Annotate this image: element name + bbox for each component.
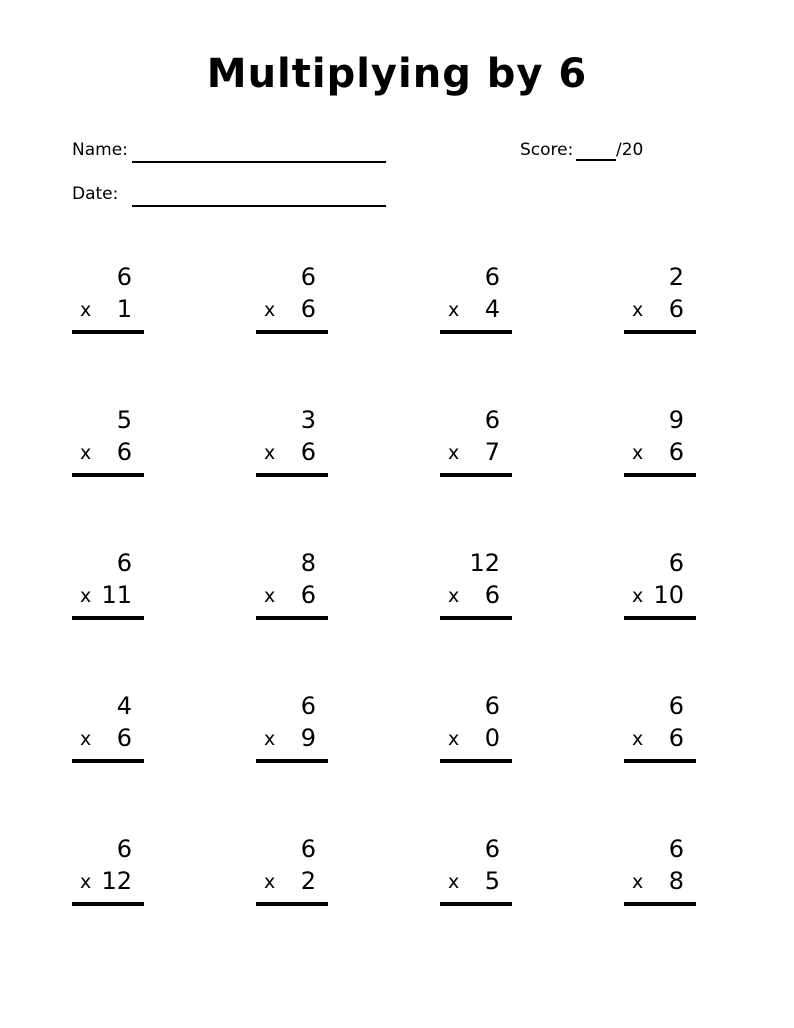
problem-8 xyxy=(622,405,694,477)
multiplicand: 2 xyxy=(668,263,684,291)
multiplier-row xyxy=(254,294,316,324)
multiplier: 6 xyxy=(668,724,684,752)
multiply-sign: x xyxy=(632,585,644,607)
multiply-sign: x xyxy=(448,585,460,607)
multiplicand: 3 xyxy=(300,406,316,434)
multiplier: 6 xyxy=(300,295,316,323)
score-field[interactable] xyxy=(576,159,616,161)
answer-line[interactable] xyxy=(72,330,144,334)
multiplier-row xyxy=(438,580,500,610)
answer-line[interactable] xyxy=(256,616,328,620)
multiplier-row xyxy=(70,866,132,896)
multiplier: 6 xyxy=(116,438,132,466)
multiply-sign: x xyxy=(448,442,460,464)
multiplier: 12 xyxy=(101,867,132,895)
multiply-sign: x xyxy=(80,299,92,321)
date-label: Date: xyxy=(72,184,119,204)
multiplier-row xyxy=(622,294,684,324)
problem-grid xyxy=(70,262,730,906)
multiplicand: 6 xyxy=(300,263,316,291)
multiplier: 6 xyxy=(300,438,316,466)
multiply-sign: x xyxy=(264,728,276,750)
multiplicand: 8 xyxy=(300,549,316,577)
multiplicand: 6 xyxy=(116,263,132,291)
multiplier-row xyxy=(254,437,316,467)
multiply-sign: x xyxy=(80,442,92,464)
multiplicand: 6 xyxy=(668,549,684,577)
multiplier: 6 xyxy=(668,438,684,466)
multiplier-row xyxy=(622,723,684,753)
multiply-sign: x xyxy=(632,728,644,750)
answer-line[interactable] xyxy=(624,616,696,620)
problem-18 xyxy=(254,834,326,906)
multiplier-row xyxy=(438,723,500,753)
score-total: /20 xyxy=(616,140,644,160)
answer-line[interactable] xyxy=(256,330,328,334)
multiplicand: 6 xyxy=(300,835,316,863)
multiply-sign: x xyxy=(80,728,92,750)
multiplicand: 12 xyxy=(469,549,500,577)
multiplier-row xyxy=(622,580,684,610)
answer-line[interactable] xyxy=(624,759,696,763)
multiplier-row xyxy=(622,866,684,896)
multiplier-row xyxy=(254,580,316,610)
multiply-sign: x xyxy=(632,299,644,321)
multiplier: 9 xyxy=(300,724,316,752)
problem-14 xyxy=(254,691,326,763)
multiplier-row xyxy=(254,866,316,896)
multiplicand: 6 xyxy=(668,835,684,863)
answer-line[interactable] xyxy=(440,616,512,620)
multiply-sign: x xyxy=(448,871,460,893)
multiplier: 8 xyxy=(668,867,684,895)
multiplier-row xyxy=(70,580,132,610)
multiplier: 4 xyxy=(484,295,500,323)
problem-13 xyxy=(70,691,142,763)
problem-17 xyxy=(70,834,142,906)
multiplier: 10 xyxy=(653,581,684,609)
problem-2 xyxy=(254,262,326,334)
answer-line[interactable] xyxy=(440,902,512,906)
answer-line[interactable] xyxy=(440,759,512,763)
multiplicand: 6 xyxy=(116,835,132,863)
multiplier-row xyxy=(70,723,132,753)
multiplicand: 6 xyxy=(484,406,500,434)
problem-9 xyxy=(70,548,142,620)
multiplicand: 6 xyxy=(116,549,132,577)
problem-11 xyxy=(438,548,510,620)
multiplier-row xyxy=(622,437,684,467)
multiplicand: 6 xyxy=(484,263,500,291)
problem-4 xyxy=(622,262,694,334)
multiplier: 6 xyxy=(116,724,132,752)
multiplier: 7 xyxy=(484,438,500,466)
problem-7 xyxy=(438,405,510,477)
multiplicand: 6 xyxy=(484,692,500,720)
multiply-sign: x xyxy=(80,871,92,893)
answer-line[interactable] xyxy=(72,616,144,620)
multiply-sign: x xyxy=(632,871,644,893)
multiplier-row xyxy=(70,294,132,324)
multiplicand: 6 xyxy=(668,692,684,720)
multiply-sign: x xyxy=(448,299,460,321)
multiplier-row xyxy=(70,437,132,467)
multiplier: 1 xyxy=(116,295,132,323)
multiplicand: 6 xyxy=(484,835,500,863)
multiplier: 6 xyxy=(668,295,684,323)
multiplier: 0 xyxy=(484,724,500,752)
problem-12 xyxy=(622,548,694,620)
problem-15 xyxy=(438,691,510,763)
problem-3 xyxy=(438,262,510,334)
problem-6 xyxy=(254,405,326,477)
name-field[interactable] xyxy=(132,161,386,163)
multiplier: 11 xyxy=(101,581,132,609)
problem-20 xyxy=(622,834,694,906)
multiplier: 6 xyxy=(300,581,316,609)
problem-16 xyxy=(622,691,694,763)
multiply-sign: x xyxy=(264,585,276,607)
multiplicand: 6 xyxy=(300,692,316,720)
multiplier-row xyxy=(438,294,500,324)
problem-5 xyxy=(70,405,142,477)
multiply-sign: x xyxy=(264,871,276,893)
date-field[interactable] xyxy=(132,205,386,207)
answer-line[interactable] xyxy=(72,759,144,763)
problem-1 xyxy=(70,262,142,334)
answer-line[interactable] xyxy=(624,473,696,477)
answer-line[interactable] xyxy=(72,473,144,477)
answer-line[interactable] xyxy=(256,759,328,763)
name-label: Name: xyxy=(72,140,128,160)
multiplier-row xyxy=(254,723,316,753)
multiply-sign: x xyxy=(448,728,460,750)
multiplier: 5 xyxy=(484,867,500,895)
multiplier-row xyxy=(438,866,500,896)
multiplicand: 9 xyxy=(668,406,684,434)
answer-line[interactable] xyxy=(256,902,328,906)
multiply-sign: x xyxy=(80,585,92,607)
multiplicand: 4 xyxy=(116,692,132,720)
answer-line[interactable] xyxy=(440,330,512,334)
answer-line[interactable] xyxy=(624,330,696,334)
answer-line[interactable] xyxy=(72,902,144,906)
problem-19 xyxy=(438,834,510,906)
multiply-sign: x xyxy=(264,442,276,464)
multiply-sign: x xyxy=(264,299,276,321)
multiplicand: 5 xyxy=(116,406,132,434)
answer-line[interactable] xyxy=(624,902,696,906)
multiplier: 2 xyxy=(300,867,316,895)
problem-10 xyxy=(254,548,326,620)
multiplier: 6 xyxy=(484,581,500,609)
worksheet-title: Multiplying by 6 xyxy=(206,51,588,97)
multiplier-row xyxy=(438,437,500,467)
multiply-sign: x xyxy=(632,442,644,464)
answer-line[interactable] xyxy=(440,473,512,477)
answer-line[interactable] xyxy=(256,473,328,477)
score-label: Score: xyxy=(520,140,574,160)
